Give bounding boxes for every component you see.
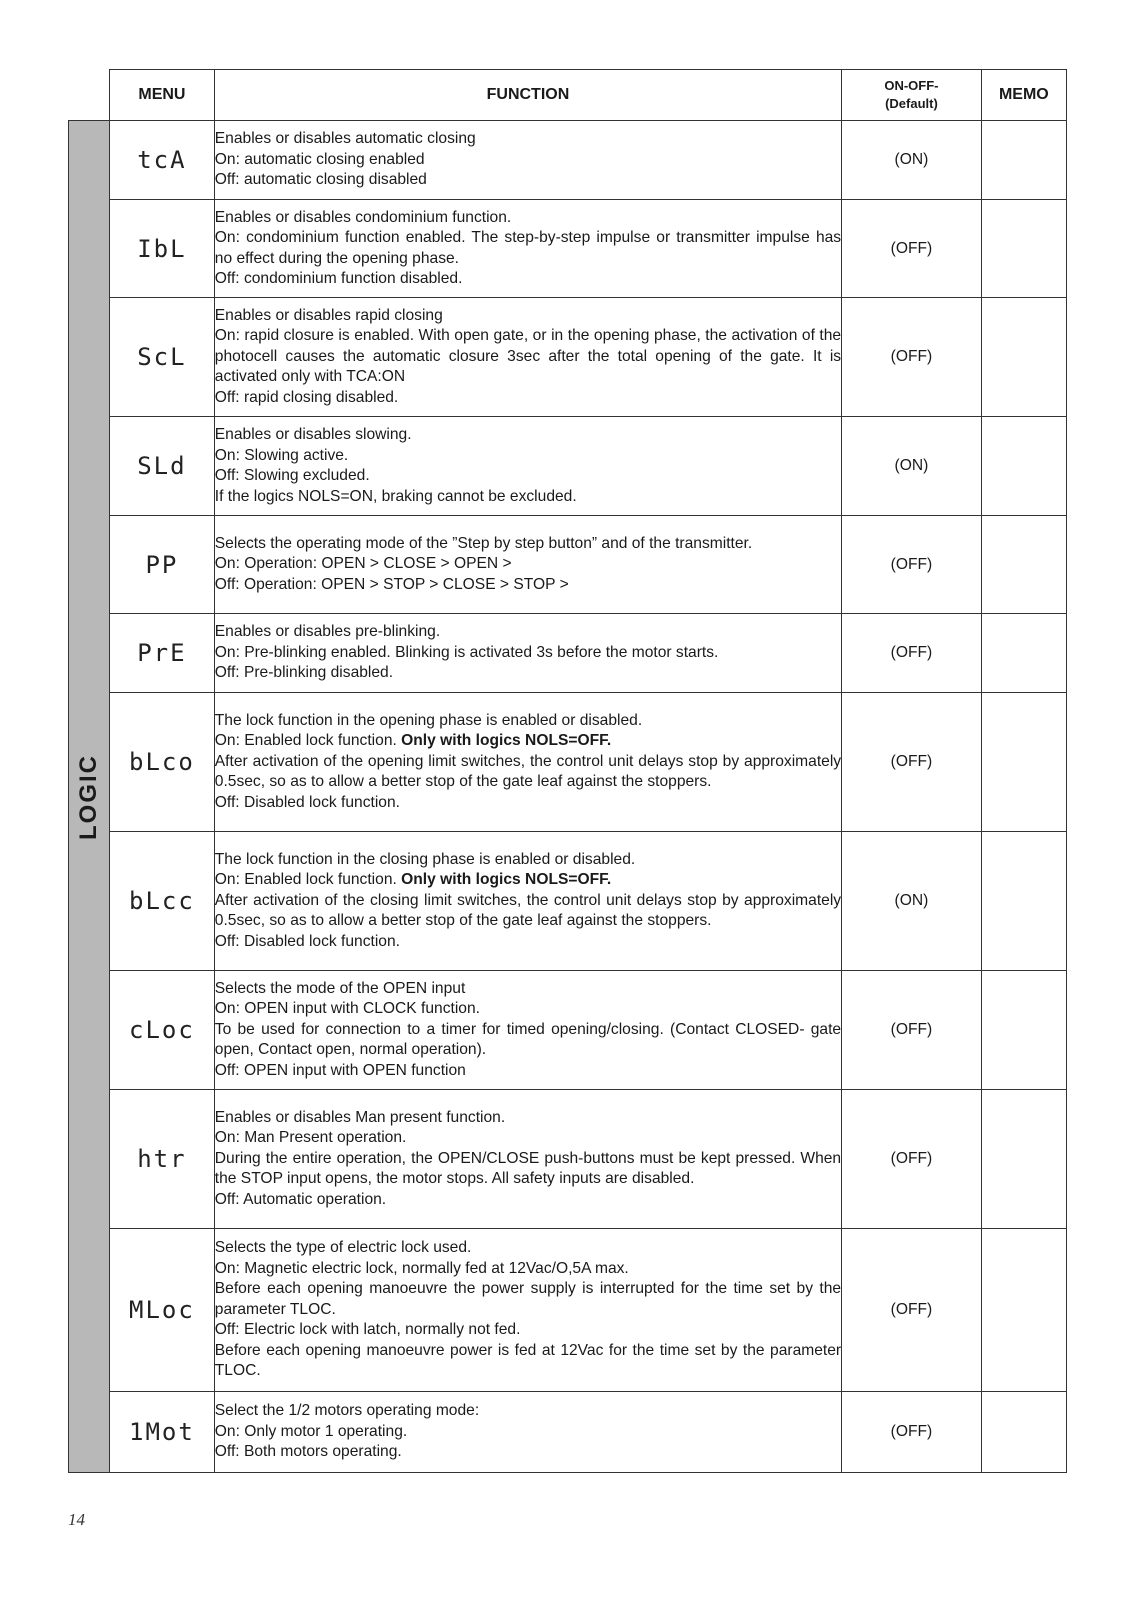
memo-cell bbox=[981, 1229, 1066, 1392]
function-text: Off: automatic closing disabled bbox=[214, 171, 427, 189]
function-text: Off: Automatic operation. bbox=[214, 1190, 387, 1208]
function-text: On: Magnetic electric lock, normally fed at 12Vac/O,5A max. bbox=[214, 1259, 629, 1277]
function-text: To be used for connection to a timer for timed opening/closing. (Contact CLOSED- gate open, Contact open, normal operation). bbox=[214, 1020, 842, 1059]
default-value: (ON) bbox=[842, 417, 982, 516]
function-text: On: Operation: OPEN > CLOSE > OPEN > bbox=[214, 555, 512, 573]
header-default-line2: (Default) bbox=[885, 96, 938, 111]
table-row bbox=[69, 1392, 1067, 1473]
function-line bbox=[215, 643, 841, 664]
function-text: After activation of the closing limit switches, the control unit delays stop by approximately 0.5sec, so as to allow a better stop of the gate leaf against the stoppers. bbox=[214, 891, 842, 930]
default-value: (OFF) bbox=[842, 1090, 982, 1229]
function-text: Off: condominium function disabled. bbox=[214, 270, 463, 287]
menu-code: tcA bbox=[110, 121, 215, 200]
function-text: On: Man Present operation. bbox=[214, 1129, 407, 1147]
function-line bbox=[215, 1108, 841, 1129]
function-line bbox=[215, 388, 841, 409]
function-line bbox=[215, 1259, 841, 1280]
function-description bbox=[214, 298, 841, 417]
table-row bbox=[69, 832, 1067, 971]
function-text: Before each opening manoeuvre power is fed at 12Vac for the time set by the parameter TLOC. bbox=[214, 1341, 842, 1380]
function-text: After activation of the opening limit switches, the control unit delays stop by approximately 0.5sec, so as to allow a better stop of the gate leaf against the stoppers. bbox=[214, 752, 842, 791]
function-text: Off: Disabled lock function. bbox=[214, 932, 400, 950]
memo-cell bbox=[981, 832, 1066, 971]
function-text: On: condominium function enabled. The step-by-step impulse or transmitter impulse has no effect during the opening phase. bbox=[214, 229, 842, 267]
header-function: FUNCTION bbox=[214, 70, 841, 121]
function-text: Off: Both motors operating. bbox=[214, 1443, 402, 1461]
memo-cell bbox=[981, 614, 1066, 693]
table-row bbox=[69, 121, 1067, 200]
table-row bbox=[69, 516, 1067, 614]
function-text: On: rapid closure is enabled. With open gate, or in the opening phase, the activation of the photocell causes the automatic closure 3sec after the total opening of the gate. It is activated only with TCA:ON bbox=[214, 327, 842, 386]
default-value: (OFF) bbox=[842, 614, 982, 693]
function-text: Enables or disables condominium function. bbox=[214, 208, 512, 226]
memo-cell bbox=[981, 693, 1066, 832]
function-line bbox=[215, 752, 841, 793]
menu-code: PP bbox=[110, 516, 215, 614]
function-line bbox=[215, 425, 841, 446]
function-text: On: Only motor 1 operating. bbox=[214, 1422, 408, 1440]
function-description bbox=[214, 693, 841, 832]
table-row bbox=[69, 1229, 1067, 1392]
function-description bbox=[214, 121, 841, 200]
function-line bbox=[215, 306, 841, 327]
table-header-row bbox=[69, 70, 1067, 121]
function-line bbox=[215, 446, 841, 467]
menu-code: cLoc bbox=[110, 971, 215, 1090]
function-description bbox=[214, 1090, 841, 1229]
function-text: Select the 1/2 motors operating mode: bbox=[214, 1402, 480, 1420]
function-line bbox=[215, 663, 841, 684]
function-line bbox=[215, 129, 841, 150]
function-line bbox=[215, 622, 841, 643]
function-text: Selects the type of electric lock used. bbox=[214, 1239, 472, 1257]
function-text: The lock function in the opening phase is enabled or disabled. bbox=[214, 711, 643, 729]
function-line bbox=[215, 534, 841, 555]
function-text: Off: Pre-blinking disabled. bbox=[214, 664, 394, 682]
function-text: Off: Disabled lock function. bbox=[214, 793, 400, 811]
function-text: On: automatic closing enabled bbox=[214, 150, 425, 168]
function-text: Before each opening manoeuvre the power supply is interrupted for the time set by the parameter TLOC. bbox=[214, 1280, 842, 1318]
function-line bbox=[215, 228, 841, 269]
header-menu: MENU bbox=[110, 70, 215, 121]
function-text: Enables or disables rapid closing bbox=[214, 306, 443, 324]
function-description bbox=[214, 516, 841, 614]
menu-code: bLcc bbox=[110, 832, 215, 971]
function-line bbox=[215, 1279, 841, 1320]
default-value: (OFF) bbox=[842, 200, 982, 298]
function-line bbox=[215, 1401, 841, 1422]
header-memo: MEMO bbox=[981, 70, 1066, 121]
function-line bbox=[215, 1020, 841, 1061]
table-row bbox=[69, 971, 1067, 1090]
table-row bbox=[69, 298, 1067, 417]
function-line bbox=[215, 999, 841, 1020]
section-label: LOGIC bbox=[75, 753, 103, 840]
function-line bbox=[215, 1128, 841, 1149]
header-default-line1: ON-OFF- bbox=[884, 78, 939, 93]
memo-cell bbox=[981, 516, 1066, 614]
function-line bbox=[215, 1422, 841, 1443]
function-note-bold: Only with logics NOLS=OFF. bbox=[401, 732, 612, 750]
function-line bbox=[215, 326, 841, 388]
table-row bbox=[69, 200, 1067, 298]
function-text: Off: rapid closing disabled. bbox=[214, 388, 399, 406]
function-text: On: Slowing active. bbox=[214, 446, 349, 464]
menu-code: 1Mot bbox=[110, 1392, 215, 1473]
default-value: (ON) bbox=[842, 121, 982, 200]
menu-code: ScL bbox=[110, 298, 215, 417]
function-text: Off: Electric lock with latch, normally not fed. bbox=[214, 1321, 521, 1339]
memo-cell bbox=[981, 417, 1066, 516]
function-line bbox=[215, 1238, 841, 1259]
function-line bbox=[215, 1061, 841, 1082]
menu-code: htr bbox=[110, 1090, 215, 1229]
function-line bbox=[215, 932, 841, 953]
function-text: Enables or disables Man present function. bbox=[214, 1108, 506, 1126]
default-value: (OFF) bbox=[842, 1229, 982, 1392]
function-line bbox=[215, 554, 841, 575]
function-text: On: Enabled lock function. bbox=[214, 732, 402, 750]
memo-cell bbox=[981, 971, 1066, 1090]
menu-code: IbL bbox=[110, 200, 215, 298]
function-line bbox=[215, 150, 841, 171]
header-default bbox=[842, 70, 982, 121]
function-line bbox=[215, 170, 841, 191]
function-line bbox=[215, 575, 841, 596]
menu-code: bLco bbox=[110, 693, 215, 832]
function-description bbox=[214, 971, 841, 1090]
function-line bbox=[215, 731, 841, 752]
default-value: (OFF) bbox=[842, 298, 982, 417]
memo-cell bbox=[981, 200, 1066, 298]
function-line bbox=[215, 1341, 841, 1382]
function-line bbox=[215, 793, 841, 814]
memo-cell bbox=[981, 1090, 1066, 1229]
function-text: On: Pre-blinking enabled. Blinking is activated 3s before the motor starts. bbox=[214, 643, 719, 661]
function-text: Off: Operation: OPEN > STOP > CLOSE > STOP > bbox=[214, 575, 569, 593]
default-value: (OFF) bbox=[842, 693, 982, 832]
default-value: (OFF) bbox=[842, 971, 982, 1090]
default-value: (ON) bbox=[842, 832, 982, 971]
table-row bbox=[69, 614, 1067, 693]
function-description bbox=[214, 614, 841, 693]
function-line bbox=[215, 1190, 841, 1211]
function-text: On: Enabled lock function. bbox=[214, 871, 402, 889]
logic-table bbox=[68, 69, 1067, 1473]
function-text: Enables or disables slowing. bbox=[214, 426, 412, 443]
function-line bbox=[215, 1442, 841, 1463]
function-note-bold: Only with logics NOLS=OFF. bbox=[401, 871, 612, 889]
default-value: (OFF) bbox=[842, 1392, 982, 1473]
function-description bbox=[214, 832, 841, 971]
function-text: Enables or disables pre-blinking. bbox=[214, 623, 441, 641]
default-value: (OFF) bbox=[842, 516, 982, 614]
memo-cell bbox=[981, 298, 1066, 417]
menu-code: PrE bbox=[110, 614, 215, 693]
function-description bbox=[214, 1229, 841, 1392]
function-text: On: OPEN input with CLOCK function. bbox=[214, 1000, 480, 1018]
function-line bbox=[215, 870, 841, 891]
table-row bbox=[69, 693, 1067, 832]
table-row bbox=[69, 1090, 1067, 1229]
menu-code: MLoc bbox=[110, 1229, 215, 1392]
function-line bbox=[215, 711, 841, 732]
function-text: Off: Slowing excluded. bbox=[214, 467, 370, 484]
function-line bbox=[215, 891, 841, 932]
function-line bbox=[215, 487, 841, 508]
menu-code: SLd bbox=[110, 417, 215, 516]
memo-cell bbox=[981, 121, 1066, 200]
function-line bbox=[215, 850, 841, 871]
function-line bbox=[215, 1320, 841, 1341]
function-text: Enables or disables automatic closing bbox=[214, 130, 476, 148]
memo-cell bbox=[981, 1392, 1066, 1473]
function-line bbox=[215, 979, 841, 1000]
function-description bbox=[214, 1392, 841, 1473]
function-text: Off: OPEN input with OPEN function bbox=[214, 1061, 466, 1079]
function-text: During the entire operation, the OPEN/CLOSE push-buttons must be kept pressed. When the STOP input opens, the motor stops. All safety inputs are disabled. bbox=[214, 1149, 842, 1188]
section-label-cell bbox=[69, 121, 110, 1473]
function-description bbox=[214, 200, 841, 298]
function-text: Selects the mode of the OPEN input bbox=[214, 979, 466, 997]
function-text: If the logics NOLS=ON, braking cannot be excluded. bbox=[214, 487, 577, 505]
page-number: 14 bbox=[68, 1510, 85, 1529]
function-description bbox=[214, 417, 841, 516]
table-row bbox=[69, 417, 1067, 516]
header-spacer bbox=[69, 70, 110, 121]
function-line bbox=[215, 1149, 841, 1190]
function-line bbox=[215, 466, 841, 487]
function-line bbox=[215, 208, 841, 229]
function-text: Selects the operating mode of the ”Step by step button” and of the transmitter. bbox=[214, 534, 753, 552]
function-text: The lock function in the closing phase is enabled or disabled. bbox=[214, 850, 636, 868]
function-line bbox=[215, 269, 841, 290]
